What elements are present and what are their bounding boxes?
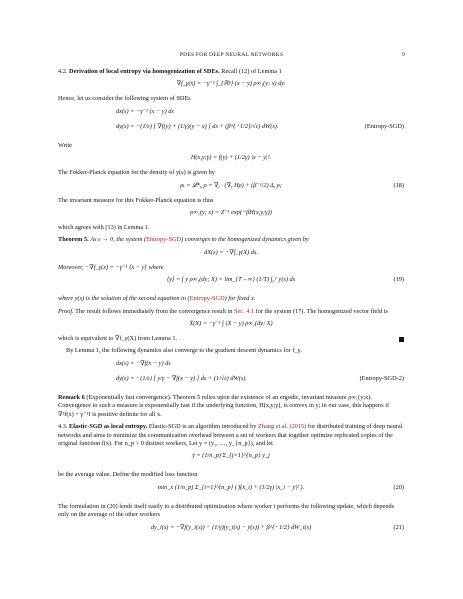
equation-homogenized: dX(s) = −∇f_γ(X) ds. xyxy=(204,248,258,256)
remark-6: Remark 6 (Exponentially fast convergence). Theorem 5 relies upon the existence of an ergodic, invariant measure ρ∞₁(y;x). Convergence to such a measure is exponentially fast if the underlying function, H(x,y;γ), is convex in y; in our case, this happens if ∇²f(x) + γ⁻¹I is positive definite for all x. xyxy=(58,393,390,418)
ref-link[interactable]: Entropy-SGD xyxy=(189,295,225,303)
formulation-text: The formulation in (20) lends itself easily to a distributed optimization where worker i performs the following update, which depends only on the average of the other workers xyxy=(58,502,395,519)
page-number: 9 xyxy=(402,52,405,58)
qed-square-icon xyxy=(399,337,404,342)
theorem-5: Theorem 5. As ε → 0, the system (Entropy-SGD) converges to the homogenized dynamics given by xyxy=(58,236,309,244)
equation-dyn1: dx(s) = −∇f(x − y) ds xyxy=(116,359,171,367)
remark-title: (Exponentially fast convergence). xyxy=(86,393,172,401)
citation-link[interactable]: Zhang et al. (2015) xyxy=(258,423,307,431)
hence-text: Hence, let us consider the following system of SDEs xyxy=(58,95,191,103)
equation-sde1: dx(s) = −γ⁻¹ (x − y) ds xyxy=(116,107,174,115)
equation-tag: (19) xyxy=(393,276,404,284)
equation-tag: (Entropy-SGD) xyxy=(364,122,404,130)
equation-tag: (Entropy-SGD-2) xyxy=(359,374,404,382)
section-4-3: 4.3. Elastic-SGD as local entropy. Elastic-SGD is an algorithm introduced by Zhang et al. (2015) for distributed training of deep neural networks and aims to minimize the communication overhead between a set of workers that together optimize replicated copies of the original function f(x). For n_p > 0 distinct workers, Let y = (y₁, …, y_{n_p}), and let xyxy=(58,423,403,447)
fokker-planck-text: The Fokker-Planck equation for the density of y(s) is given by xyxy=(58,169,215,177)
section-heading: Derivation of local entropy via homogenization of SDEs. xyxy=(69,68,220,75)
where-text: where y(s) is the solution of the second equation in (Entropy-SGD) for fixed x. xyxy=(58,295,256,303)
section-number: 4.2. xyxy=(58,68,68,75)
agrees-text: which agrees with (13) in Lemma 1. xyxy=(58,224,150,232)
moreover-text: Moreover, −∇f_γ(x) = −γ⁻¹ ⟨x − y⟩ where xyxy=(58,263,164,271)
average-text: be the average value. Define the modified loss function xyxy=(58,471,198,479)
write-text: Write xyxy=(58,141,73,149)
equation-H: H(x,y;γ) = f(y) + (1/2γ) |x − y|². xyxy=(190,154,272,162)
equation-average: ȳ = (1/n_p) Σ_{j=1}^{n_p} y_j xyxy=(192,452,270,460)
page-body xyxy=(58,68,404,539)
running-title: PDES FOR DEEP NEURAL NETWORKS xyxy=(179,52,284,58)
ref-link[interactable]: Sec. 4.1 xyxy=(234,307,255,315)
section-number: 4.3. xyxy=(58,423,68,431)
equation-tag: (21) xyxy=(393,523,404,531)
section-4-2-intro xyxy=(58,68,404,76)
intro-text: Recall (12) of Lemma 1 xyxy=(221,68,282,75)
theorem-label: Theorem 5. xyxy=(58,236,89,244)
ref-link[interactable]: Entropy-SGD xyxy=(146,236,182,244)
equation-21: dy_i(s) = −∇f(y_i(s)) − (1/γ)(y_i(s) − ȳ(s)) + β^{−1/2} dW_i(s) (21) xyxy=(150,523,404,531)
equation-invariant: ρ∞₁(y; x) = Z⁻¹ exp(−βH(x,y;γ)) xyxy=(190,209,272,217)
remark-label: Remark 6 xyxy=(58,393,85,401)
equation-dyn2: dy(s) = −(1/ε) [ y/γ − ∇f(x − y) ] ds + (1/√ε) dW(s). (Entropy-SGD-2) xyxy=(116,374,404,382)
equation-grad: ∇f_γ(x) = −γ⁻¹ ∫_{ℝⁿ} (x − y) ρ∞₁(y; x) dy. xyxy=(176,80,286,88)
equation-20: min_x (1/n_p) Σ_{i=1}^{n_p} ( f(x_i) + (1/2γ) |x_i − ȳ|² ). (20) xyxy=(157,483,404,491)
equiv-text: which is equivalent to ∇f_γ(X) from Lemma 1. xyxy=(58,335,404,343)
equation-vector-field: X̄(X) = −γ⁻¹ ∫ (X − y) ρ∞₁(dy; X) xyxy=(189,320,273,328)
lemma-dynamics-text: By Lemma 1, the following dynamics also converge to the gradient descent dynamics for f_γ. xyxy=(66,347,302,355)
equation-tag: (20) xyxy=(393,483,404,491)
invariant-text: The invariant measure for this Fokker-Planck equation is thus xyxy=(58,196,214,204)
equation-19: ⟨y⟩ = ∫ y ρ∞₁(dy; X) = lim_{T→∞} (1/T) ∫₀ᵀ y(s) ds (19) xyxy=(166,276,404,284)
equation-18: ρₜ = 𝓛*₀ ρ = ∇ᵧ · (∇ᵧ Hρ) + (β⁻¹/2) Δᵧ ρ; (18) xyxy=(180,181,404,189)
proof: Proof. The result follows immediately from the convergence result in Sec. 4.1 for the system (17). The homogenized vector field is xyxy=(58,307,388,315)
equation-tag: (18) xyxy=(393,181,404,189)
proof-label: Proof. xyxy=(58,307,74,315)
equation-sde2: dy(s) = −(1/ε) [ ∇f(y) + (1/γ)(y − x) ] ds + (β^{−1/2}/√ε) dW(s). (Entropy-SGD) xyxy=(116,122,404,130)
section-heading: Elastic-SGD as local entropy. xyxy=(69,423,148,431)
